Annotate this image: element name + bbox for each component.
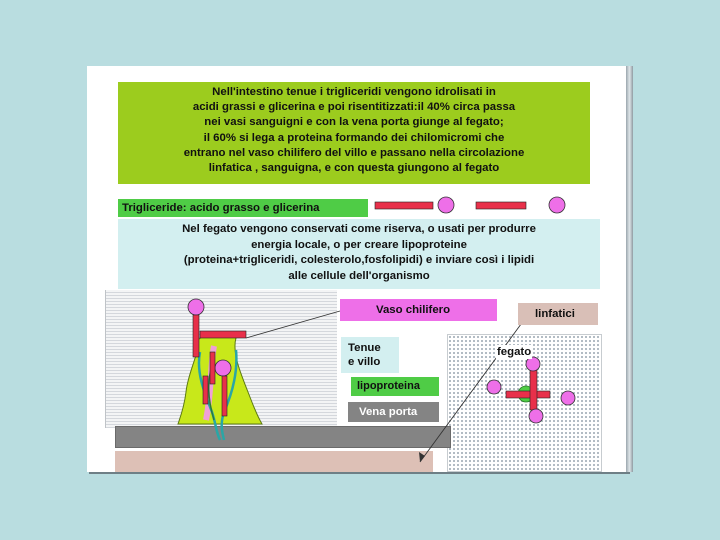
tenue-line: Tenue: [348, 342, 381, 354]
lipoproteina-label: lipoproteina: [351, 377, 439, 396]
trigliceride-label: Trigliceride: acido grasso e glicerina: [118, 199, 368, 217]
linfatici-label: linfatici: [518, 303, 598, 325]
vaso-chilifero-label: Vaso chilifero: [340, 299, 497, 321]
intro-line: nei vasi sanguigni e con la vena porta giunge al fegato;: [204, 116, 504, 129]
vaso-arrow: [246, 311, 340, 338]
villo-line: e villo: [348, 356, 381, 368]
fegato-label: fegato: [497, 346, 532, 358]
intro-line: acidi grassi e glicerina e poi risentitizzati:il 40% circa passa: [192, 101, 516, 114]
lipoprotein-molecule-icon: [487, 357, 575, 423]
vena-porta-label: Vena porta: [348, 402, 439, 422]
fegato-line: alle cellule dell'organismo: [288, 269, 430, 282]
intro-line: il 60% si lega a proteina formando dei chilomicromi che: [203, 131, 505, 144]
villus-shape: [178, 334, 262, 440]
intro-line: linfatica , sanguigna, e con questa giungono al fegato: [208, 162, 500, 175]
triglyceride-molecule-icon: [375, 197, 565, 213]
fegato-line: (proteina+trigliceridi, colesterolo,fosfolipidi) e inviare così i lipidi: [183, 254, 535, 266]
fegato-line: Nel fegato vengono conservati come riserva, o usati per produrre: [182, 223, 536, 235]
intro-line: Nell'intestino tenue i trigliceridi vengono idrolisati in: [212, 86, 496, 98]
intro-line: entrano nel vaso chilifero del villo e passano nella circolazione: [183, 146, 525, 159]
tenue-villo-label: [341, 337, 399, 373]
fegato-line: energia locale, o per creare lipoproteine: [251, 238, 467, 251]
